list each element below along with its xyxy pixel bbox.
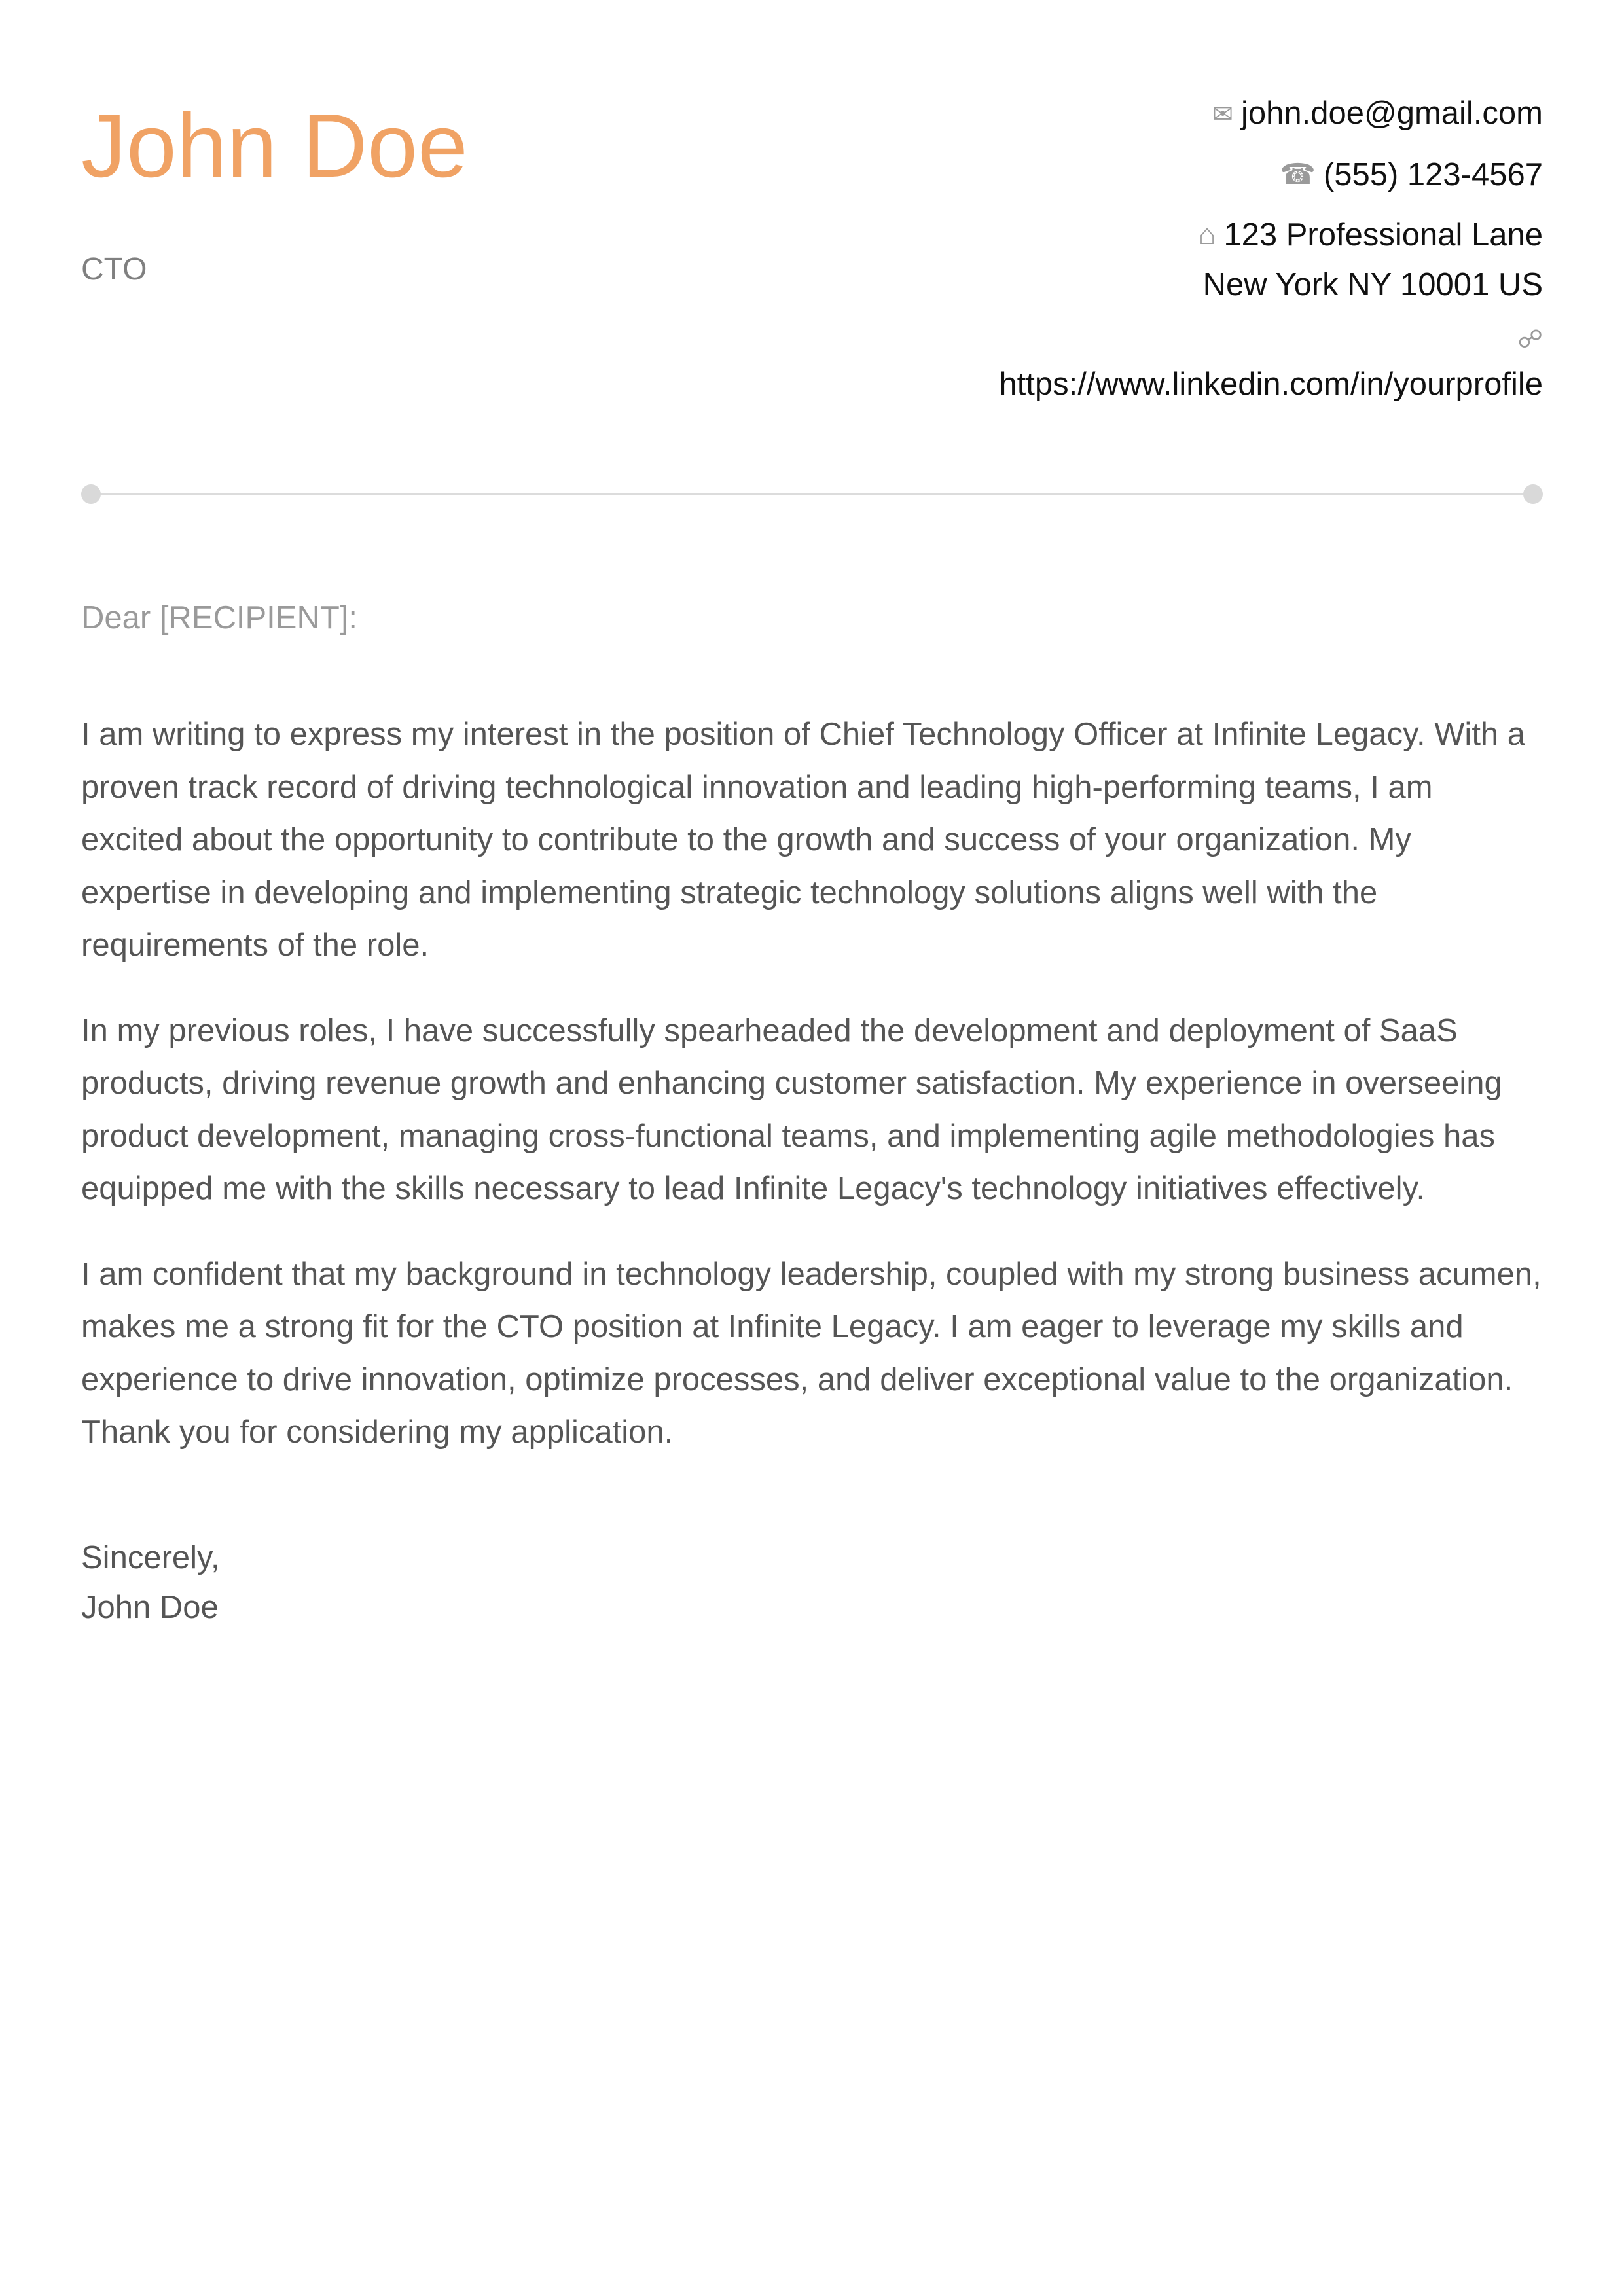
applicant-name: John Doe <box>81 96 468 196</box>
body-paragraph-3: I am confident that my background in technology leadership, coupled with my strong business acumen, makes me a strong fit for the CTO position at Infinite Legacy. I am eager to leverage my skills and experience to drive innovation, optimize processes, and deliver exceptional value to the organization. Thank you for considering my application. <box>81 1256 1542 1450</box>
link-icon: ☍ <box>1517 326 1543 353</box>
address-line-1 <box>757 210 1543 260</box>
envelope-icon: ✉ <box>1212 101 1233 128</box>
closing-block <box>81 1533 220 1632</box>
letter-body <box>81 708 1543 1492</box>
email-line <box>757 88 1543 139</box>
header-divider <box>81 484 1543 504</box>
home-icon: ⌂ <box>1198 219 1216 251</box>
salutation: Dear [RECIPIENT]: <box>81 600 358 636</box>
address-street: 123 Professional Lane <box>1223 217 1543 253</box>
applicant-title: CTO <box>81 252 147 287</box>
phone-text[interactable]: (555) 123-4567 <box>1323 157 1543 192</box>
email-text[interactable]: john.doe@gmail.com <box>1240 96 1543 131</box>
link-icon-line <box>757 319 1543 359</box>
signature-name: John Doe <box>81 1590 219 1625</box>
divider-line <box>91 493 1533 495</box>
closing-word: Sincerely, <box>81 1540 220 1575</box>
phone-icon: ☎ <box>1280 158 1316 190</box>
contact-block <box>757 88 1543 409</box>
address-line-2 <box>757 260 1543 310</box>
linkedin-line <box>757 359 1543 409</box>
divider-dot-left <box>81 484 101 504</box>
body-paragraph-2: In my previous roles, I have successfully spearheaded the development and deployment of SaaS products, driving revenue growth and enhancing customer satisfaction. My experience in overseeing product development, managing cross-functional teams, and implementing agile methodologies has equipped me with the skills necessary to lead Infinite Legacy's technology initiatives effectively. <box>81 1013 1502 1206</box>
address-city: New York NY 10001 US <box>1202 267 1543 302</box>
phone-line <box>757 150 1543 200</box>
body-paragraph-1: I am writing to express my interest in the position of Chief Technology Officer at Infinite Legacy. With a proven track record of driving technological innovation and leading high-performing teams, I am excited about the opportunity to contribute to the growth and success of your organization. My expertise in developing and implementing strategic technology solutions aligns well with the requirements of the role. <box>81 717 1526 963</box>
linkedin-link[interactable]: https://www.linkedin.com/in/yourprofile <box>999 367 1543 402</box>
divider-dot-right <box>1523 484 1543 504</box>
